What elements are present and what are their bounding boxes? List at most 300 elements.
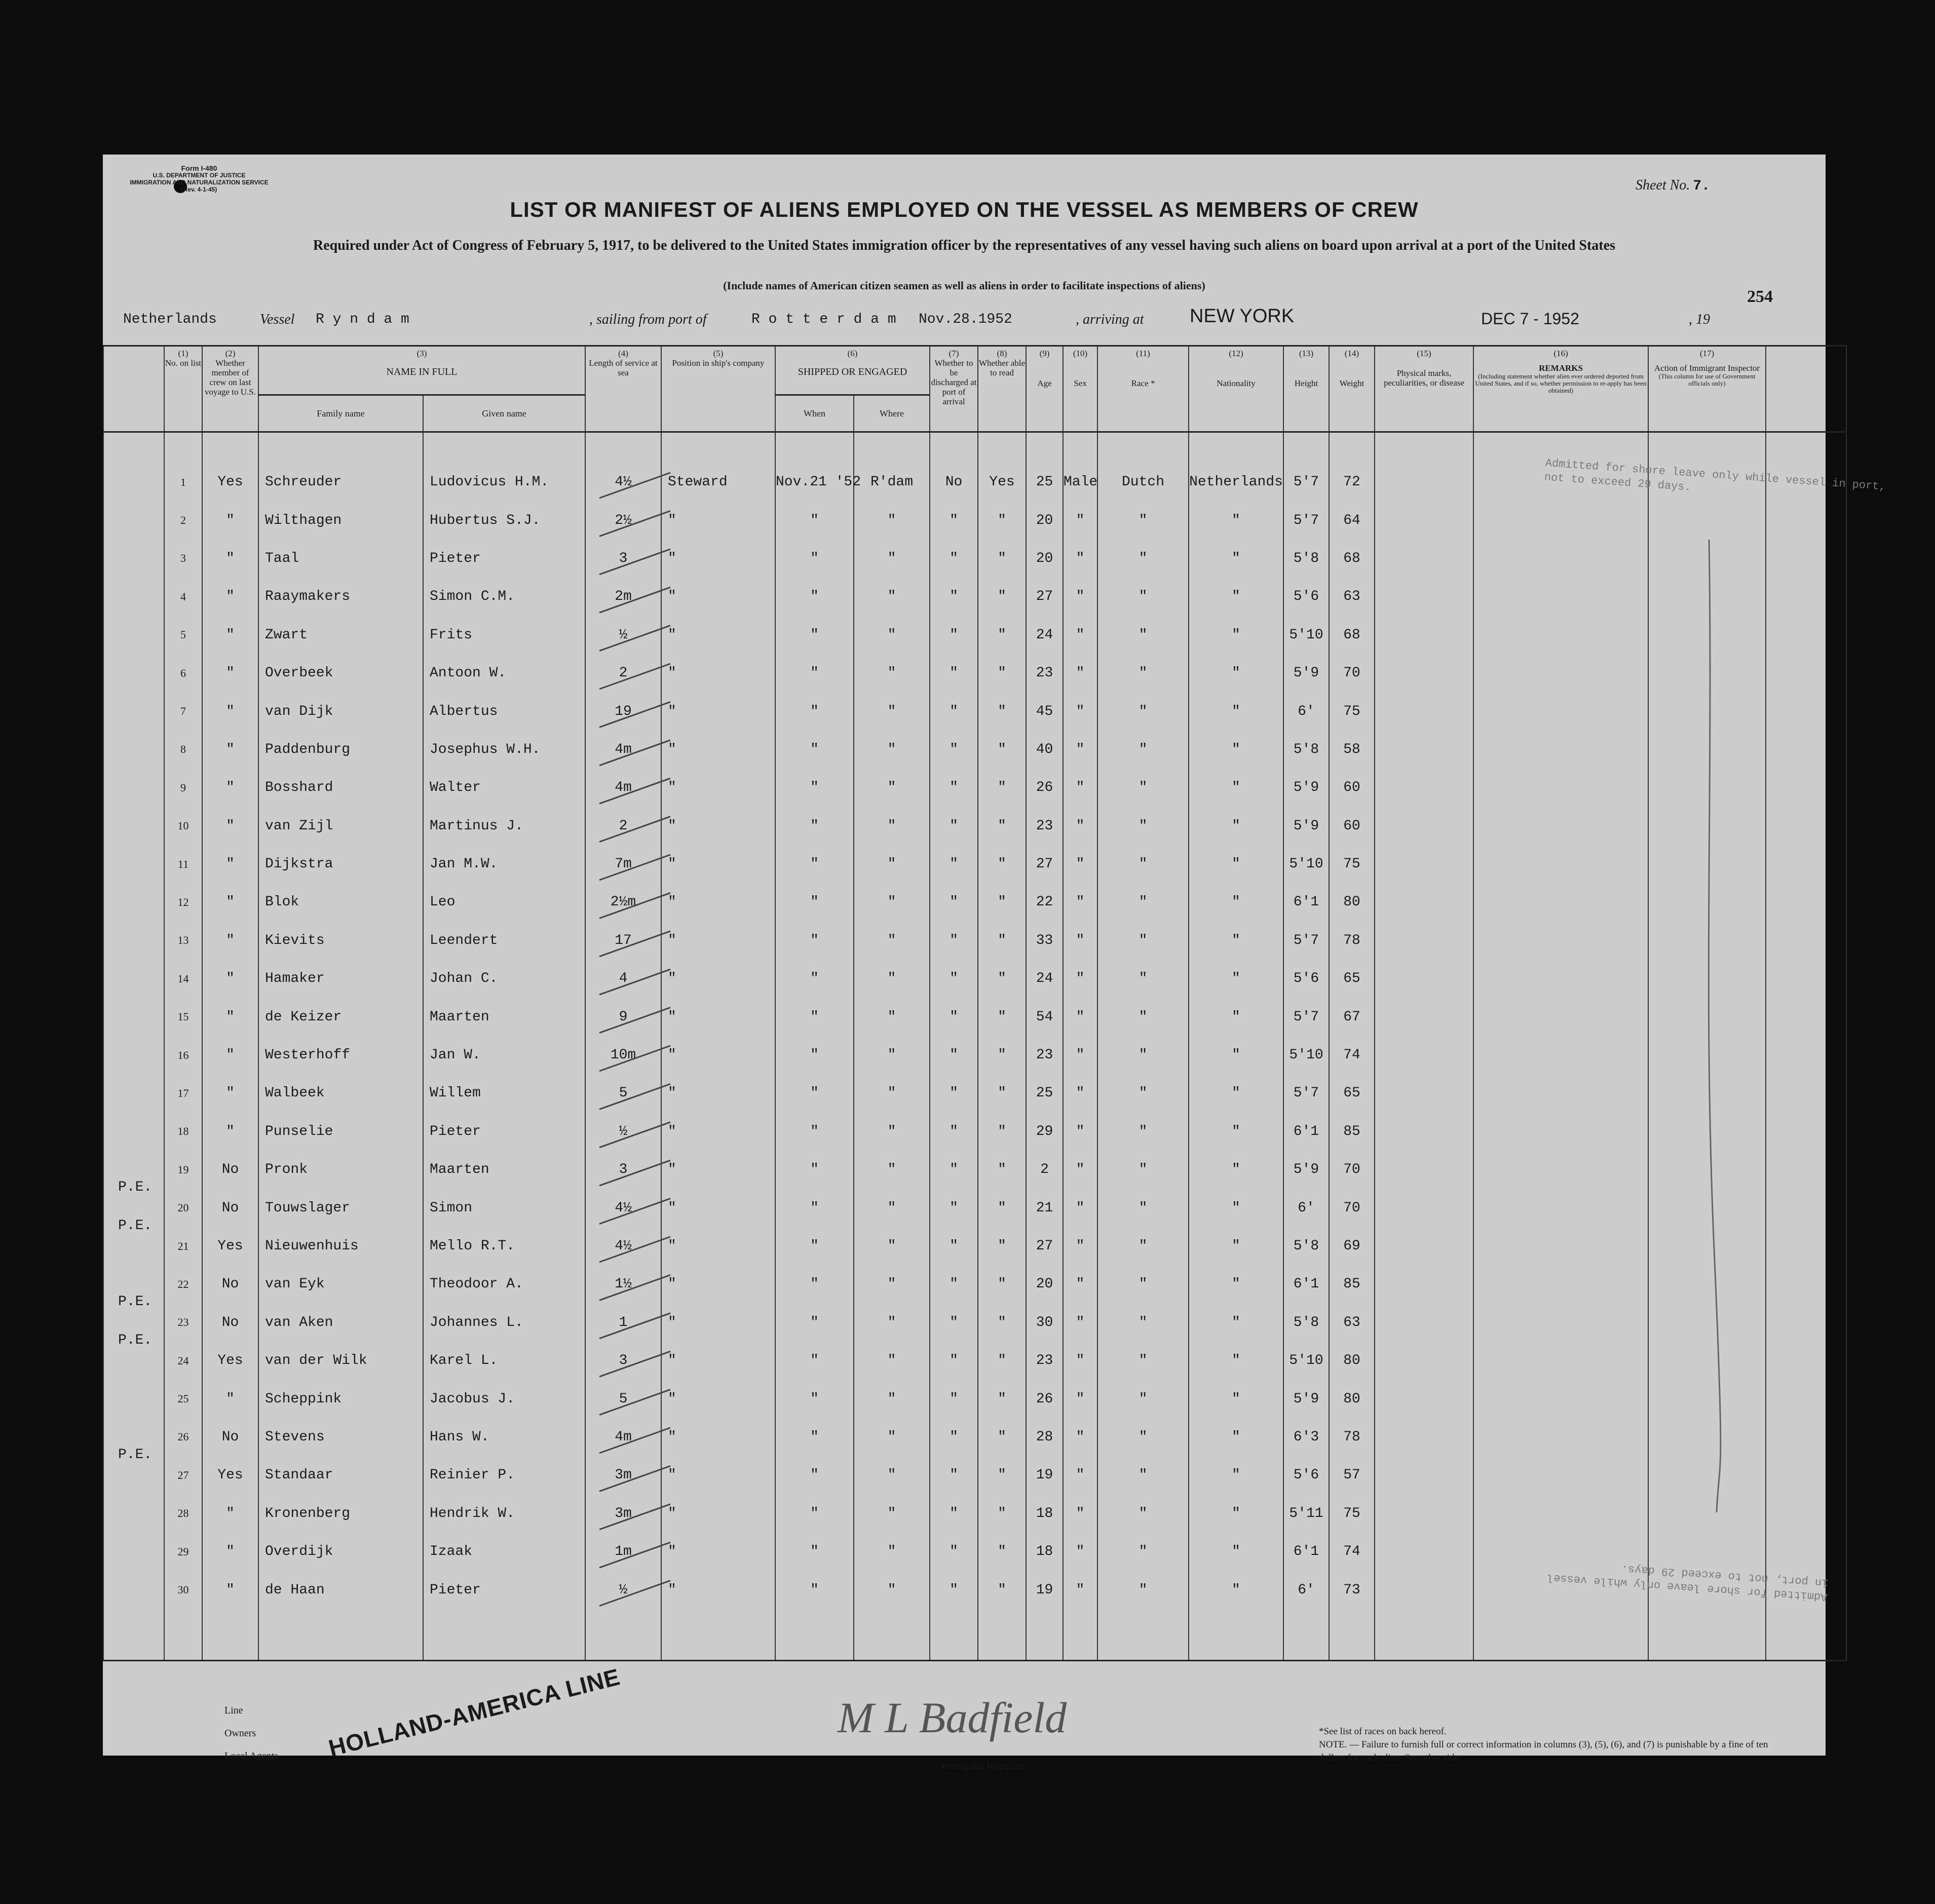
- cell-nationality: ": [1189, 1189, 1283, 1227]
- cell-age: 27: [1026, 845, 1063, 883]
- cell-margin-right: [1766, 1151, 1846, 1189]
- table-row: [103, 1113, 1846, 1151]
- cell-discharged: ": [930, 1533, 978, 1571]
- cell-sex: ": [1063, 1380, 1097, 1418]
- cell-height: 5'10: [1283, 1036, 1329, 1074]
- cell-age: 25: [1026, 1074, 1063, 1112]
- document-number: 254: [1747, 287, 1773, 306]
- col-header-family-name: Family name: [258, 395, 423, 432]
- cell-margin-right: [1766, 960, 1846, 998]
- cell-margin: [103, 540, 164, 578]
- cell-age: 33: [1026, 922, 1063, 960]
- cell-prev-voyage: ": [202, 1571, 258, 1609]
- cell-able-to-read: ": [978, 807, 1026, 845]
- cell-row-number: 3: [164, 540, 202, 578]
- cell-service-length: 3m: [585, 1495, 661, 1533]
- cell-shipped-where: ": [854, 922, 930, 960]
- cell-prev-voyage: ": [202, 692, 258, 730]
- table-row: [103, 1227, 1846, 1265]
- cell-margin-right: [1766, 1495, 1846, 1533]
- cell-height: 5'6: [1283, 578, 1329, 616]
- cell-given-name: Willem: [423, 1074, 585, 1112]
- cell-nationality: ": [1189, 540, 1283, 578]
- cell-nationality: ": [1189, 1265, 1283, 1303]
- cell-given-name: Mello R.T.: [423, 1227, 585, 1265]
- cell-race: ": [1097, 1456, 1189, 1494]
- cell-row-number: 30: [164, 1571, 202, 1609]
- table-row: [103, 616, 1846, 654]
- cell-given-name: Hans W.: [423, 1418, 585, 1456]
- table-row: [103, 578, 1846, 616]
- cell-nationality: ": [1189, 692, 1283, 730]
- cell-family-name: van Dijk: [258, 692, 423, 730]
- cell-service-length: 2½m: [585, 883, 661, 921]
- cell-physical-marks: [1375, 501, 1473, 539]
- cell-row-number: 7: [164, 692, 202, 730]
- col-header-position: (5) Position in ship's company: [661, 346, 775, 432]
- cell-sex: ": [1063, 578, 1097, 616]
- cell-margin-right: [1766, 501, 1846, 539]
- cell-service-length: 3m: [585, 1456, 661, 1494]
- cell-remarks: [1473, 883, 1648, 921]
- cell-shipped-when: ": [775, 1304, 854, 1342]
- cell-margin: [103, 998, 164, 1036]
- cell-age: 27: [1026, 578, 1063, 616]
- cell-shipped-where: R'dam: [854, 463, 930, 501]
- cell-race: ": [1097, 1418, 1189, 1456]
- cell-prev-voyage: ": [202, 501, 258, 539]
- cell-row-number: 21: [164, 1227, 202, 1265]
- cell-given-name: Walter: [423, 769, 585, 807]
- cell-given-name: Antoon W.: [423, 654, 585, 692]
- cell-remarks: [1473, 1074, 1648, 1112]
- cell-race: ": [1097, 1189, 1189, 1227]
- cell-nationality: ": [1189, 1113, 1283, 1151]
- cell-shipped-where: ": [854, 1265, 930, 1303]
- cell-physical-marks: [1375, 883, 1473, 921]
- cell-race: ": [1097, 769, 1189, 807]
- cell-age: 25: [1026, 463, 1063, 501]
- cell-discharged: ": [930, 1113, 978, 1151]
- cell-sex: ": [1063, 654, 1097, 692]
- cell-prev-voyage: ": [202, 845, 258, 883]
- cell-discharged: ": [930, 998, 978, 1036]
- cell-shipped-where: ": [854, 998, 930, 1036]
- cell-physical-marks: [1375, 1227, 1473, 1265]
- cell-family-name: Taal: [258, 540, 423, 578]
- cell-sex: ": [1063, 1189, 1097, 1227]
- cell-race: ": [1097, 960, 1189, 998]
- cell-shipped-when: ": [775, 960, 854, 998]
- col-header-weight: (14) Weight: [1329, 346, 1375, 432]
- cell-weight: 80: [1329, 883, 1375, 921]
- cell-family-name: Schreuder: [258, 463, 423, 501]
- cell-shipped-where: ": [854, 501, 930, 539]
- cell-shipped-when: ": [775, 1495, 854, 1533]
- cell-margin-right: [1766, 1227, 1846, 1265]
- cell-given-name: Maarten: [423, 998, 585, 1036]
- cell-given-name: Ludovicus H.M.: [423, 463, 585, 501]
- cell-margin: [103, 1533, 164, 1571]
- cell-position: ": [661, 1342, 775, 1380]
- cell-row-number: 27: [164, 1456, 202, 1494]
- cell-weight: 80: [1329, 1380, 1375, 1418]
- form-header: [123, 165, 275, 193]
- cell-able-to-read: ": [978, 1113, 1026, 1151]
- cell-position: ": [661, 1189, 775, 1227]
- cell-age: 20: [1026, 540, 1063, 578]
- cell-height: 6'1: [1283, 1113, 1329, 1151]
- cell-position: ": [661, 540, 775, 578]
- cell-given-name: Theodoor A.: [423, 1265, 585, 1303]
- cell-nationality: ": [1189, 1227, 1283, 1265]
- cell-shipped-when: ": [775, 1227, 854, 1265]
- cell-margin-right: [1766, 1418, 1846, 1456]
- cell-height: 5'6: [1283, 1456, 1329, 1494]
- cell-row-number: 4: [164, 578, 202, 616]
- sheet-number: [1636, 177, 1710, 194]
- cell-age: 54: [1026, 998, 1063, 1036]
- cell-discharged: ": [930, 1227, 978, 1265]
- cell-remarks: [1473, 1265, 1648, 1303]
- cell-discharged: ": [930, 578, 978, 616]
- cell-row-number: 12: [164, 883, 202, 921]
- table-row: [103, 922, 1846, 960]
- cell-age: 23: [1026, 654, 1063, 692]
- cell-margin-right: [1766, 998, 1846, 1036]
- cell-given-name: Reinier P.: [423, 1456, 585, 1494]
- cell-margin: [103, 1495, 164, 1533]
- col-header-race: (11) Race *: [1097, 346, 1189, 432]
- cell-race: ": [1097, 922, 1189, 960]
- cell-family-name: Kievits: [258, 922, 423, 960]
- cell-weight: 70: [1329, 1189, 1375, 1227]
- cell-family-name: Kronenberg: [258, 1495, 423, 1533]
- cell-position: Steward: [661, 463, 775, 501]
- cell-nationality: ": [1189, 1074, 1283, 1112]
- cell-height: 5'11: [1283, 1495, 1329, 1533]
- cell-height: 6'1: [1283, 1265, 1329, 1303]
- cell-family-name: Nieuwenhuis: [258, 1227, 423, 1265]
- sailing-label: , sailing from port of: [589, 312, 707, 327]
- col-header-service: (4) Length of service at sea: [585, 346, 661, 432]
- cell-row-number: 26: [164, 1418, 202, 1456]
- cell-physical-marks: [1375, 540, 1473, 578]
- cell-shipped-where: ": [854, 1533, 930, 1571]
- cell-family-name: Wilthagen: [258, 501, 423, 539]
- cell-service-length: 7m: [585, 845, 661, 883]
- cell-physical-marks: [1375, 769, 1473, 807]
- cell-given-name: Johan C.: [423, 960, 585, 998]
- cell-shipped-when: ": [775, 1418, 854, 1456]
- cell-family-name: Westerhoff: [258, 1036, 423, 1074]
- table-row: [103, 540, 1846, 578]
- cell-weight: 63: [1329, 578, 1375, 616]
- cell-discharged: ": [930, 1495, 978, 1533]
- cell-discharged: ": [930, 769, 978, 807]
- table-row: [103, 1036, 1846, 1074]
- cell-sex: ": [1063, 769, 1097, 807]
- cell-margin-right: [1766, 1265, 1846, 1303]
- cell-nationality: ": [1189, 1151, 1283, 1189]
- cell-sex: ": [1063, 1418, 1097, 1456]
- cell-row-number: 11: [164, 845, 202, 883]
- cell-remarks: [1473, 998, 1648, 1036]
- cell-height: 5'9: [1283, 807, 1329, 845]
- cell-prev-voyage: ": [202, 1036, 258, 1074]
- cell-shipped-when: ": [775, 578, 854, 616]
- cell-height: 6': [1283, 1189, 1329, 1227]
- cell-service-length: 1m: [585, 1533, 661, 1571]
- cell-age: 22: [1026, 883, 1063, 921]
- cell-height: 5'10: [1283, 616, 1329, 654]
- table-row: [103, 883, 1846, 921]
- cell-age: 28: [1026, 1418, 1063, 1456]
- cell-row-number: 17: [164, 1074, 202, 1112]
- cell-race: ": [1097, 1533, 1189, 1571]
- footer-notes: [1319, 1725, 1785, 1765]
- cell-weight: 70: [1329, 654, 1375, 692]
- cell-able-to-read: ": [978, 1418, 1026, 1456]
- page-title: LIST OR MANIFEST OF ALIENS EMPLOYED ON THE VESSEL AS MEMBERS OF CREW: [510, 198, 1419, 221]
- cell-remarks: [1473, 540, 1648, 578]
- cell-sex: ": [1063, 1151, 1097, 1189]
- cell-sex: ": [1063, 1036, 1097, 1074]
- cell-discharged: ": [930, 1074, 978, 1112]
- cell-weight: 73: [1329, 1571, 1375, 1609]
- col-header-nationality: (12) Nationality: [1189, 346, 1283, 432]
- cell-margin-right: [1766, 883, 1846, 921]
- cell-physical-marks: [1375, 1265, 1473, 1303]
- cell-given-name: Maarten: [423, 1151, 585, 1189]
- fine-note: NOTE. — Failure to furnish full or correct information in columns (3), (5), (6), and (7) is punishable by a fine of ten dollars for each alien. See other side.: [1319, 1739, 1768, 1763]
- cell-row-number: 19: [164, 1151, 202, 1189]
- cell-service-length: 4m: [585, 769, 661, 807]
- cell-nationality: ": [1189, 1495, 1283, 1533]
- cell-nationality: ": [1189, 1418, 1283, 1456]
- cell-able-to-read: ": [978, 1265, 1026, 1303]
- cell-margin-right: [1766, 807, 1846, 845]
- cell-height: 5'7: [1283, 463, 1329, 501]
- cell-discharged: ": [930, 1342, 978, 1380]
- pe-mark: P.E.: [118, 1332, 153, 1348]
- cell-weight: 85: [1329, 1113, 1375, 1151]
- cell-physical-marks: [1375, 1074, 1473, 1112]
- cell-family-name: Bosshard: [258, 769, 423, 807]
- cell-service-length: 5: [585, 1380, 661, 1418]
- cell-able-to-read: ": [978, 692, 1026, 730]
- cell-discharged: ": [930, 1571, 978, 1609]
- cell-discharged: ": [930, 1456, 978, 1494]
- cell-position: ": [661, 1418, 775, 1456]
- cell-discharged: ": [930, 501, 978, 539]
- cell-position: ": [661, 616, 775, 654]
- cell-weight: 60: [1329, 807, 1375, 845]
- cell-sex: ": [1063, 1304, 1097, 1342]
- cell-weight: 65: [1329, 1074, 1375, 1112]
- cell-shipped-where: ": [854, 1227, 930, 1265]
- cell-margin-right: [1766, 1342, 1846, 1380]
- cell-age: 24: [1026, 616, 1063, 654]
- cell-margin-right: [1766, 769, 1846, 807]
- cell-age: 26: [1026, 769, 1063, 807]
- cell-service-length: 4: [585, 960, 661, 998]
- cell-physical-marks: [1375, 463, 1473, 501]
- cell-discharged: ": [930, 1380, 978, 1418]
- cell-nationality: ": [1189, 1304, 1283, 1342]
- cell-sex: ": [1063, 807, 1097, 845]
- cell-remarks: [1473, 807, 1648, 845]
- cell-weight: 78: [1329, 1418, 1375, 1456]
- cell-family-name: de Haan: [258, 1571, 423, 1609]
- cell-service-length: 1½: [585, 1265, 661, 1303]
- cell-position: ": [661, 1265, 775, 1303]
- cell-age: 2: [1026, 1151, 1063, 1189]
- cell-height: 6': [1283, 1571, 1329, 1609]
- cell-prev-voyage: ": [202, 807, 258, 845]
- col-header-sex: (10) Sex: [1063, 346, 1097, 432]
- cell-margin: [103, 960, 164, 998]
- cell-family-name: Blok: [258, 883, 423, 921]
- table-row: [103, 501, 1846, 539]
- cell-margin: [103, 922, 164, 960]
- cell-margin-right: [1766, 731, 1846, 769]
- cell-physical-marks: [1375, 654, 1473, 692]
- cell-nationality: ": [1189, 998, 1283, 1036]
- cell-physical-marks: [1375, 1495, 1473, 1533]
- cell-family-name: van Eyk: [258, 1265, 423, 1303]
- cell-family-name: van Aken: [258, 1304, 423, 1342]
- check-marks: [539, 459, 762, 1725]
- pe-mark: P.E.: [118, 1447, 153, 1463]
- cell-margin-right: [1766, 1036, 1846, 1074]
- cell-shipped-where: ": [854, 1342, 930, 1380]
- cell-physical-marks: [1375, 1189, 1473, 1227]
- cell-nationality: ": [1189, 807, 1283, 845]
- cell-family-name: Touwslager: [258, 1189, 423, 1227]
- cell-weight: 72: [1329, 463, 1375, 501]
- cell-margin: [103, 578, 164, 616]
- cell-shipped-when: ": [775, 1113, 854, 1151]
- table-row: [103, 654, 1846, 692]
- cell-weight: 57: [1329, 1456, 1375, 1494]
- cell-position: ": [661, 1533, 775, 1571]
- cell-shipped-where: ": [854, 1113, 930, 1151]
- cell-able-to-read: ": [978, 998, 1026, 1036]
- cell-remarks: [1473, 1304, 1648, 1342]
- cell-able-to-read: ": [978, 1342, 1026, 1380]
- cell-margin: [103, 1113, 164, 1151]
- cell-row-number: 1: [164, 463, 202, 501]
- cell-margin: [103, 501, 164, 539]
- flag-country: Netherlands: [123, 312, 217, 327]
- table-row: [103, 807, 1846, 845]
- cell-sex: ": [1063, 616, 1097, 654]
- cell-margin: [103, 1571, 164, 1609]
- form-service: IMMIGRATION AND NATURALIZATION SERVICE: [130, 179, 269, 186]
- cell-remarks: [1473, 1113, 1648, 1151]
- cell-shipped-when: ": [775, 769, 854, 807]
- cell-discharged: ": [930, 922, 978, 960]
- cell-shipped-where: ": [854, 1151, 930, 1189]
- cell-family-name: Stevens: [258, 1418, 423, 1456]
- cell-sex: ": [1063, 1227, 1097, 1265]
- vessel-label: Vessel: [260, 312, 295, 327]
- col-margin-right: [1766, 346, 1846, 432]
- cell-shipped-where: ": [854, 1380, 930, 1418]
- cell-service-length: 3: [585, 1151, 661, 1189]
- cell-remarks: [1473, 769, 1648, 807]
- cell-margin-right: [1766, 1113, 1846, 1151]
- cell-physical-marks: [1375, 1151, 1473, 1189]
- cell-sex: ": [1063, 1113, 1097, 1151]
- cell-nationality: ": [1189, 1380, 1283, 1418]
- cell-service-length: 17: [585, 922, 661, 960]
- manifest-sheet: [103, 155, 1886, 1772]
- cell-given-name: Hubertus S.J.: [423, 501, 585, 539]
- cell-race: ": [1097, 998, 1189, 1036]
- table-row: [103, 960, 1846, 998]
- cell-able-to-read: ": [978, 769, 1026, 807]
- cell-age: 27: [1026, 1227, 1063, 1265]
- cell-family-name: Scheppink: [258, 1380, 423, 1418]
- cell-margin-right: [1766, 1456, 1846, 1494]
- cell-age: 18: [1026, 1495, 1063, 1533]
- table-row: [103, 1265, 1846, 1303]
- cell-shipped-where: ": [854, 540, 930, 578]
- cell-race: ": [1097, 1495, 1189, 1533]
- cell-able-to-read: ": [978, 883, 1026, 921]
- cell-prev-voyage: No: [202, 1189, 258, 1227]
- cell-weight: 60: [1329, 769, 1375, 807]
- cell-nationality: ": [1189, 845, 1283, 883]
- col-header-inspector-action: (17) Action of Immigrant Inspector (This column for use of Government officials only): [1648, 346, 1766, 432]
- cell-given-name: Jan W.: [423, 1036, 585, 1074]
- cell-shipped-where: ": [854, 692, 930, 730]
- cell-remarks: [1473, 616, 1648, 654]
- cell-row-number: 16: [164, 1036, 202, 1074]
- cell-shipped-when: ": [775, 731, 854, 769]
- cell-discharged: ": [930, 807, 978, 845]
- cell-service-length: 19: [585, 692, 661, 730]
- cell-nationality: ": [1189, 1036, 1283, 1074]
- cell-race: ": [1097, 1151, 1189, 1189]
- cell-margin: [103, 769, 164, 807]
- cell-position: ": [661, 883, 775, 921]
- cell-given-name: Johannes L.: [423, 1304, 585, 1342]
- cell-age: 23: [1026, 807, 1063, 845]
- vessel-name: R y n d a m: [316, 312, 409, 327]
- cell-row-number: 18: [164, 1113, 202, 1151]
- cell-shipped-where: ": [854, 960, 930, 998]
- cell-shipped-where: ": [854, 845, 930, 883]
- cell-physical-marks: [1375, 807, 1473, 845]
- cell-prev-voyage: Yes: [202, 1227, 258, 1265]
- cell-age: 21: [1026, 1189, 1063, 1227]
- cell-shipped-where: ": [854, 1036, 930, 1074]
- cell-prev-voyage: ": [202, 998, 258, 1036]
- table-row: [103, 1304, 1846, 1342]
- cell-remarks: [1473, 1418, 1648, 1456]
- cell-height: 5'8: [1283, 1304, 1329, 1342]
- cell-height: 5'6: [1283, 960, 1329, 998]
- cell-height: 6'1: [1283, 1533, 1329, 1571]
- table-row: [103, 1151, 1846, 1189]
- cell-race: ": [1097, 616, 1189, 654]
- cell-inspector-action: [1648, 501, 1766, 539]
- cell-physical-marks: [1375, 922, 1473, 960]
- table-row: [103, 1380, 1846, 1418]
